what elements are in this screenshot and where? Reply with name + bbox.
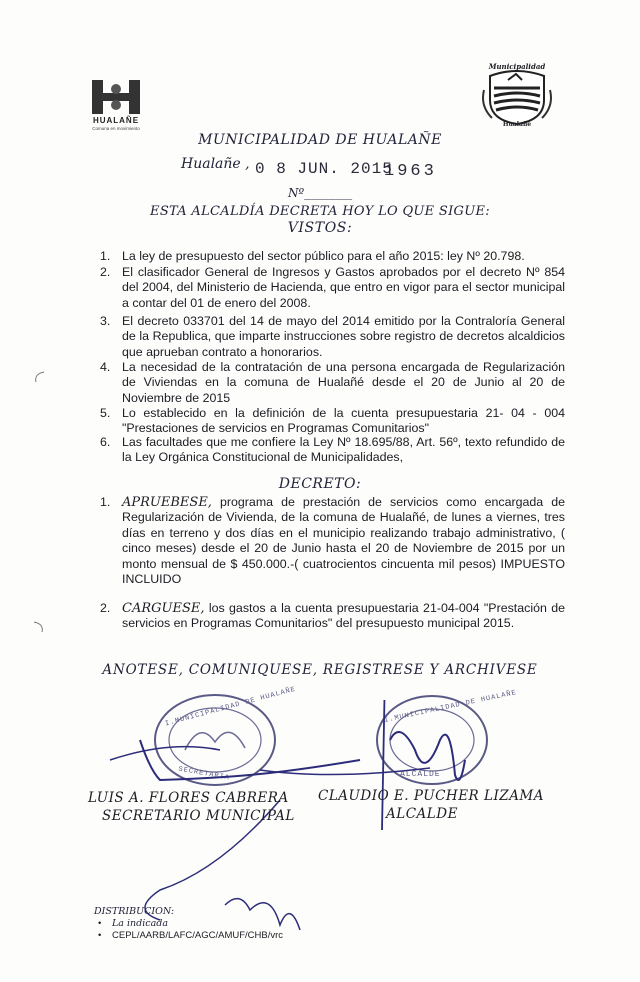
list-item-number: 5. [100, 406, 111, 420]
list-item-text: La necesidad de la contratación de una persona encargada de Regularización de Viviendas en la comuna de Hualañé desde el 20 de Junio al 20 de Noviembre de 2015 [122, 360, 565, 405]
list-item-number: 2. [100, 601, 111, 615]
distribution-label: DISTRIBUCION: [94, 906, 175, 917]
list-item-text: El clasificador General de Ingresos y Gastos aprobados por el decreto Nº 854 del 2004, del Ministerio de Hacienda, que entro en vigor para el sector municipal a contar del 01 de enero del 2008. [122, 265, 565, 310]
decree-body: programa de prestación de servicios como encargada de Regularización de Vivienda, de la comuna de Hualañé, de lunes a viernes, tres días en terreno y dos días en el municipio realizando trabajo administrativo, ( cinco meses) desde el 20 de Junio hasta el 20 de Noviembre de 2015 por un monto mensual de $ 450.000.-( cuatrocientos cincuenta mil pesos) IMPUESTO INCLUIDO [122, 495, 565, 587]
distribution-list [98, 918, 284, 942]
list-item-text: El decreto 033701 del 14 de mayo del 2014 emitido por la Contraloría General de la Republica, que imparte instrucciones sobre registro de decretos alcaldicios que aprueban contrato a honorarios. [122, 314, 565, 359]
list-item-text [122, 601, 565, 632]
list-item-number: 4. [100, 360, 111, 374]
list-item-number: 1. [100, 249, 111, 263]
document-heading: MUNICIPALIDAD DE HUALAÑE [198, 132, 442, 148]
secretary-stamp-bottom: SECRETARIA [177, 765, 231, 783]
logo-h-icon [86, 78, 146, 116]
secretary-role: SECRETARIO MUNICIPAL [102, 808, 295, 824]
number-label: Nº________ [288, 186, 353, 200]
crest-bottom-text: Hualañe [502, 121, 532, 128]
list-item-number: 2. [100, 265, 111, 279]
date-stamp: 0 8 JUN. 2015 [255, 160, 393, 178]
secretary-stamp-text: I.MUNICIPALIDAD DE HUALAÑE [164, 685, 297, 729]
bullet-icon: • [98, 918, 102, 929]
list-item-text: La ley de presupuesto del sector público para el año 2015: ley Nº 20.798. [122, 249, 525, 263]
punch-mark-icon [32, 620, 46, 634]
decreto-heading: DECRETO: [278, 476, 362, 492]
crest-top-text: Municipalidad [488, 62, 546, 71]
list-item [98, 930, 284, 942]
distribution-item: La indicada [112, 918, 168, 929]
bullet-icon: • [98, 930, 102, 941]
list-item-text: Lo establecido en la definición de la cuenta presupuestaria 21- 04 - 004 "Prestaciones de servicios en Programas Comunitarios" [122, 406, 565, 436]
decree-number: 1963 [384, 162, 437, 181]
distribution-item: CEPL/AARB/LAFC/AGC/AMUF/CHB/vrc [112, 930, 284, 941]
list-item-number: 1. [100, 495, 111, 509]
list-item [98, 918, 283, 930]
mayor-stamp-text: I.MUNICIPALIDAD DE HUALAÑE [383, 689, 518, 725]
list-item-text: Las facultades que me confiere la Ley Nº 18.695/88, Art. 56º, texto refundido de la Ley Orgánica Constitucional de Municipalidades, [122, 435, 565, 465]
decree-keyword: APRUEBESE, [122, 495, 212, 510]
logo-name: HUALAÑE [92, 116, 140, 125]
vistos-heading: VISTOS: [287, 220, 353, 236]
list-item-text [122, 495, 565, 587]
secretary-name: LUIS A. FLORES CABRERA [88, 790, 289, 806]
mayor-role: ALCALDE [386, 806, 458, 822]
punch-mark-icon [32, 370, 46, 384]
decreta-heading: ESTA ALCALDÍA DECRETA HOY LO QUE SIGUE: [150, 204, 490, 219]
logo-tagline: Comuna en movimiento [92, 126, 140, 131]
closing-formula: ANOTESE, COMUNIQUESE, REGISTRESE Y ARCHIVESE [102, 662, 538, 678]
mayor-name: CLAUDIO E. PUCHER LIZAMA [318, 788, 545, 804]
mayor-stamp-bottom: ALCALDE [400, 770, 441, 779]
decree-body: los gastos a la cuenta presupuestaria 21-04-004 "Prestación de servicios en Programas Comunitarios" del presupuesto municipal 2015. [122, 601, 565, 631]
list-item-number: 3. [100, 314, 111, 328]
decree-keyword: CARGUESE, [122, 601, 205, 616]
list-item-number: 6. [100, 435, 111, 449]
municipal-crest [482, 58, 552, 138]
place-label: Hualañe , [181, 156, 250, 172]
municipal-logo [86, 78, 146, 138]
